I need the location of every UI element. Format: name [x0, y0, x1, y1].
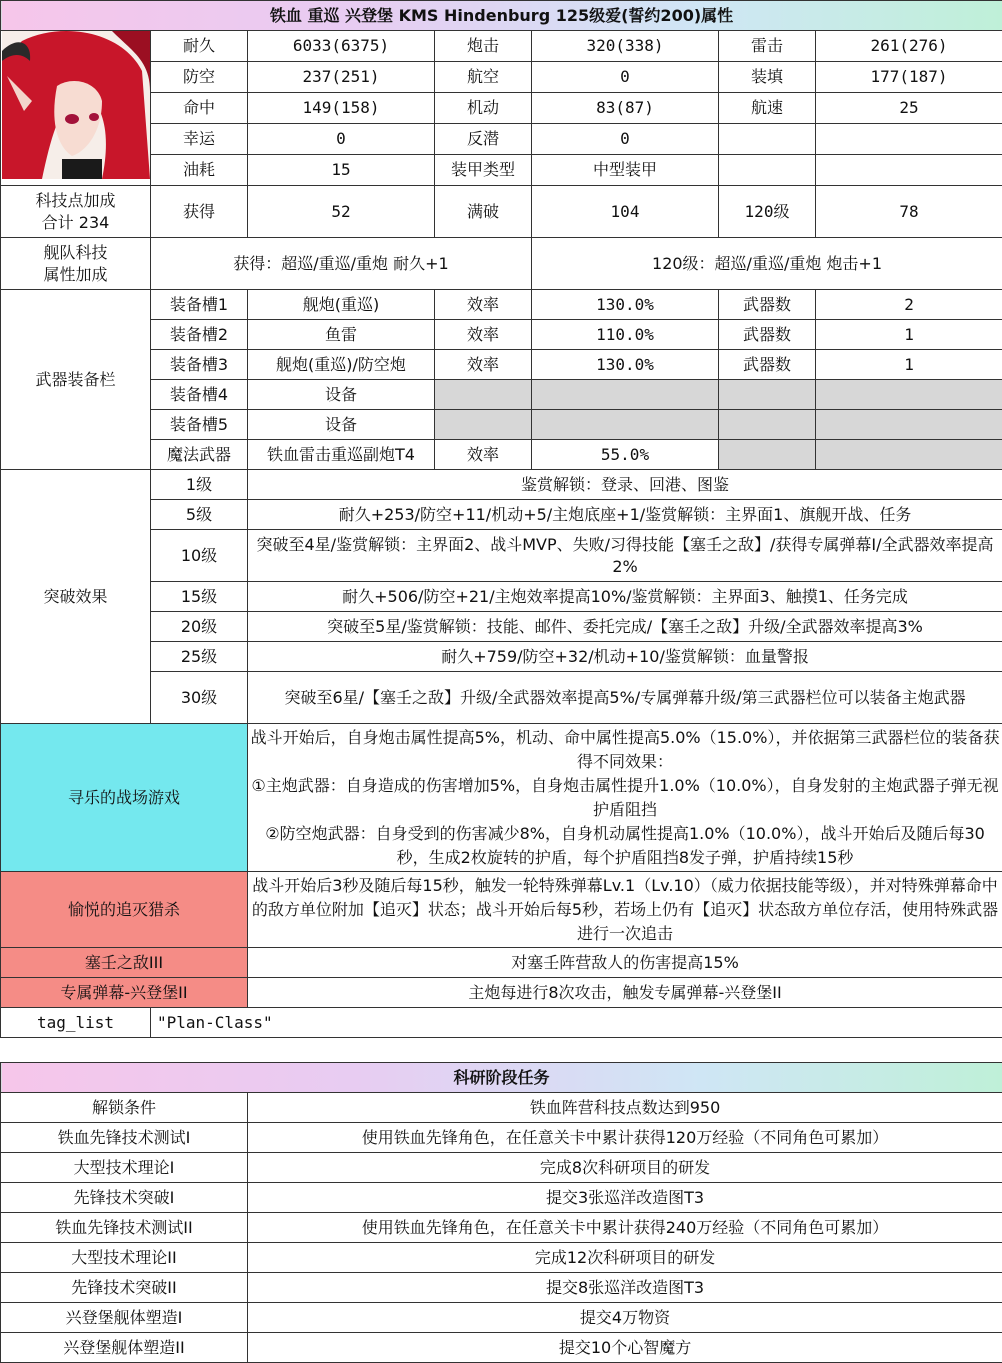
- stat-value-firepower: 320(338): [532, 31, 719, 62]
- skill-line: ②防空炮武器：自身受到的伤害减少8%，自身机动属性提高1.0%（10.0%），战斗开始后及随后每30秒，生成2枚旋转的护盾，每个护盾阻挡8发子弹，护盾持续15秒: [250, 822, 1000, 870]
- research-task-desc: 提交10个心智魔方: [248, 1333, 1002, 1363]
- research-task-desc: 提交8张巡洋改造图T3: [248, 1273, 1002, 1303]
- limit-break-level: 5级: [151, 500, 248, 530]
- slot-label: 装备槽3: [151, 350, 248, 380]
- slot-eff-value: 130.0%: [532, 350, 719, 380]
- slot-eff-label: 效率: [435, 290, 532, 320]
- empty-cell: [816, 124, 1002, 155]
- equipment-label: 武器装备栏: [1, 290, 151, 470]
- research-task-desc: 铁血阵营科技点数达到950: [248, 1093, 1002, 1123]
- skill-description: 战斗开始后3秒及随后每15秒，触发一轮特殊弹幕Lv.1（Lv.10）（威力依据技能等级），并对特殊弹幕命中的敌方单位附加【追灭】状态；战斗开始后每5秒，若场上仍有【追灭】状态敌方单位存活，使用特殊武器进行一次追击: [248, 872, 1002, 948]
- stat-label-torpedo: 雷击: [719, 31, 816, 62]
- stat-value-accuracy: 149(158): [248, 93, 435, 124]
- stat-label-asw: 反潜: [435, 124, 532, 155]
- stat-value-oil: 15: [248, 155, 435, 186]
- stat-value-armor: 中型装甲: [532, 155, 719, 186]
- slot-count-label: 武器数: [719, 290, 816, 320]
- stat-label-reload: 装填: [719, 62, 816, 93]
- limit-break-text: 耐久+253/防空+11/机动+5/主炮底座+1/鉴赏解锁：主界面1、旗舰开战、任务: [248, 500, 1002, 530]
- stat-label-evasion: 机动: [435, 93, 532, 124]
- stat-label-hp: 耐久: [151, 31, 248, 62]
- fleet-tech-label: 舰队科技 属性加成: [1, 238, 151, 290]
- stat-label-accuracy: 命中: [151, 93, 248, 124]
- limit-break-level: 1级: [151, 470, 248, 500]
- slot-label: 装备槽5: [151, 410, 248, 440]
- limit-break-text: 突破至6星/【塞壬之敌】升级/全武器效率提高5%/专属弹幕升级/第三武器栏位可以装备主炮武器: [248, 672, 1002, 724]
- magic-slot-label: 魔法武器: [151, 440, 248, 470]
- limit-break-level: 10级: [151, 530, 248, 582]
- skill-name: 愉悦的追灭猎杀: [1, 872, 248, 948]
- empty-cell: [719, 124, 816, 155]
- stat-label-aviation: 航空: [435, 62, 532, 93]
- empty-cell: [719, 440, 816, 470]
- skill-name: 塞壬之敌III: [1, 948, 248, 978]
- empty-cell: [719, 155, 816, 186]
- empty-cell: [816, 380, 1002, 410]
- slot-type: 设备: [248, 410, 435, 440]
- limit-break-level: 20级: [151, 612, 248, 642]
- magic-eff-label: 效率: [435, 440, 532, 470]
- empty-cell: [532, 410, 719, 440]
- research-task-name: 铁血先锋技术测试II: [1, 1213, 248, 1243]
- research-task-name: 兴登堡舰体塑造II: [1, 1333, 248, 1363]
- empty-cell: [435, 410, 532, 440]
- stat-label-firepower: 炮击: [435, 31, 532, 62]
- spacer-row: [1, 1038, 1002, 1063]
- research-task-desc: 完成12次科研项目的研发: [248, 1243, 1002, 1273]
- stat-value-torpedo: 261(276): [816, 31, 1002, 62]
- stat-value-evasion: 83(87): [532, 93, 719, 124]
- tag-list-label: tag_list: [1, 1008, 151, 1038]
- slot-label: 装备槽4: [151, 380, 248, 410]
- research-task-desc: 提交4万物资: [248, 1303, 1002, 1333]
- limit-break-label: 突破效果: [1, 470, 151, 724]
- slot-eff-value: 110.0%: [532, 320, 719, 350]
- skill-description: 对塞壬阵营敌人的伤害提高15%: [248, 948, 1002, 978]
- tech-max-label: 满破: [435, 186, 532, 238]
- slot-type: 鱼雷: [248, 320, 435, 350]
- slot-label: 装备槽2: [151, 320, 248, 350]
- research-task-name: 解锁条件: [1, 1093, 248, 1123]
- slot-eff-label: 效率: [435, 350, 532, 380]
- slot-eff-label: 效率: [435, 320, 532, 350]
- stat-label-armor: 装甲类型: [435, 155, 532, 186]
- magic-eff-value: 55.0%: [532, 440, 719, 470]
- research-task-name: 大型技术理论II: [1, 1243, 248, 1273]
- fleet-tech-obtain: 获得：超巡/重巡/重炮 耐久+1: [151, 238, 532, 290]
- slot-label: 装备槽1: [151, 290, 248, 320]
- skill-name: 寻乐的战场游戏: [1, 724, 248, 872]
- hindenburg-portrait-image: [2, 31, 150, 179]
- limit-break-text: 耐久+506/防空+21/主炮效率提高10%/鉴赏解锁：主界面3、触摸1、任务完成: [248, 582, 1002, 612]
- slot-type: 设备: [248, 380, 435, 410]
- page-title: 铁血 重巡 兴登堡 KMS Hindenburg 125级爱(誓约200)属性: [1, 1, 1002, 31]
- tech-lv120-value: 78: [816, 186, 1002, 238]
- stat-value-asw: 0: [532, 124, 719, 155]
- skill-line: ①主炮武器：自身造成的伤害增加5%，自身炮击属性提升1.0%（10.0%），自身发射的主炮武器子弹无视护盾阻挡: [250, 774, 1000, 822]
- tech-obtain-value: 52: [248, 186, 435, 238]
- stat-label-speed: 航速: [719, 93, 816, 124]
- limit-break-text: 突破至5星/鉴赏解锁：技能、邮件、委托完成/【塞壬之敌】升级/全武器效率提高3%: [248, 612, 1002, 642]
- limit-break-level: 30级: [151, 672, 248, 724]
- slot-type: 舰炮(重巡)/防空炮: [248, 350, 435, 380]
- research-task-name: 先锋技术突破II: [1, 1273, 248, 1303]
- stat-value-speed: 25: [816, 93, 1002, 124]
- tech-lv120-label: 120级: [719, 186, 816, 238]
- limit-break-text: 突破至4星/鉴赏解锁：主界面2、战斗MVP、失败/习得技能【塞壬之敌】/获得专属弹幕I/全武器效率提高2%: [248, 530, 1002, 582]
- empty-cell: [719, 410, 816, 440]
- skill-line: 战斗开始后，自身炮击属性提高5%，机动、命中属性提高5.0%（15.0%），并依据第三武器栏位的装备获得不同效果：: [250, 726, 1000, 774]
- skill-description: 主炮每进行8次攻击，触发专属弹幕-兴登堡II: [248, 978, 1002, 1008]
- character-portrait: [1, 31, 151, 186]
- stat-value-aa: 237(251): [248, 62, 435, 93]
- research-task-name: 先锋技术突破I: [1, 1183, 248, 1213]
- stat-value-hp: 6033(6375): [248, 31, 435, 62]
- limit-break-text: 耐久+759/防空+32/机动+10/鉴赏解锁：血量警报: [248, 642, 1002, 672]
- empty-cell: [816, 410, 1002, 440]
- slot-count-label: 武器数: [719, 350, 816, 380]
- limit-break-level: 15级: [151, 582, 248, 612]
- stat-label-oil: 油耗: [151, 155, 248, 186]
- limit-break-text: 鉴赏解锁：登录、回港、图鉴: [248, 470, 1002, 500]
- slot-type: 舰炮(重巡): [248, 290, 435, 320]
- empty-cell: [435, 380, 532, 410]
- tech-bonus-label: 科技点加成 合计 234: [1, 186, 151, 238]
- empty-cell: [532, 380, 719, 410]
- tag-list-value: "Plan-Class": [151, 1008, 1002, 1038]
- stat-value-luck: 0: [248, 124, 435, 155]
- stat-label-luck: 幸运: [151, 124, 248, 155]
- slot-count-value: 2: [816, 290, 1002, 320]
- tech-max-value: 104: [532, 186, 719, 238]
- skill-name: 专属弹幕-兴登堡II: [1, 978, 248, 1008]
- slot-count-value: 1: [816, 320, 1002, 350]
- magic-slot-type: 铁血雷击重巡副炮T4: [248, 440, 435, 470]
- fleet-tech-lv120: 120级：超巡/重巡/重炮 炮击+1: [532, 238, 1002, 290]
- empty-cell: [816, 155, 1002, 186]
- tech-obtain-label: 获得: [151, 186, 248, 238]
- research-task-desc: 提交3张巡洋改造图T3: [248, 1183, 1002, 1213]
- empty-cell: [719, 380, 816, 410]
- stat-value-aviation: 0: [532, 62, 719, 93]
- skill-description: [248, 724, 1002, 872]
- research-task-desc: 完成8次科研项目的研发: [248, 1153, 1002, 1183]
- research-task-desc: 使用铁血先锋角色，在任意关卡中累计获得240万经验（不同角色可累加）: [248, 1213, 1002, 1243]
- research-task-name: 兴登堡舰体塑造I: [1, 1303, 248, 1333]
- research-task-name: 铁血先锋技术测试I: [1, 1123, 248, 1153]
- research-task-name: 大型技术理论I: [1, 1153, 248, 1183]
- slot-count-label: 武器数: [719, 320, 816, 350]
- slot-eff-value: 130.0%: [532, 290, 719, 320]
- stat-label-aa: 防空: [151, 62, 248, 93]
- limit-break-level: 25级: [151, 642, 248, 672]
- research-title: 科研阶段任务: [1, 1063, 1002, 1093]
- stat-value-reload: 177(187): [816, 62, 1002, 93]
- empty-cell: [816, 440, 1002, 470]
- research-task-desc: 使用铁血先锋角色，在任意关卡中累计获得120万经验（不同角色可累加）: [248, 1123, 1002, 1153]
- slot-count-value: 1: [816, 350, 1002, 380]
